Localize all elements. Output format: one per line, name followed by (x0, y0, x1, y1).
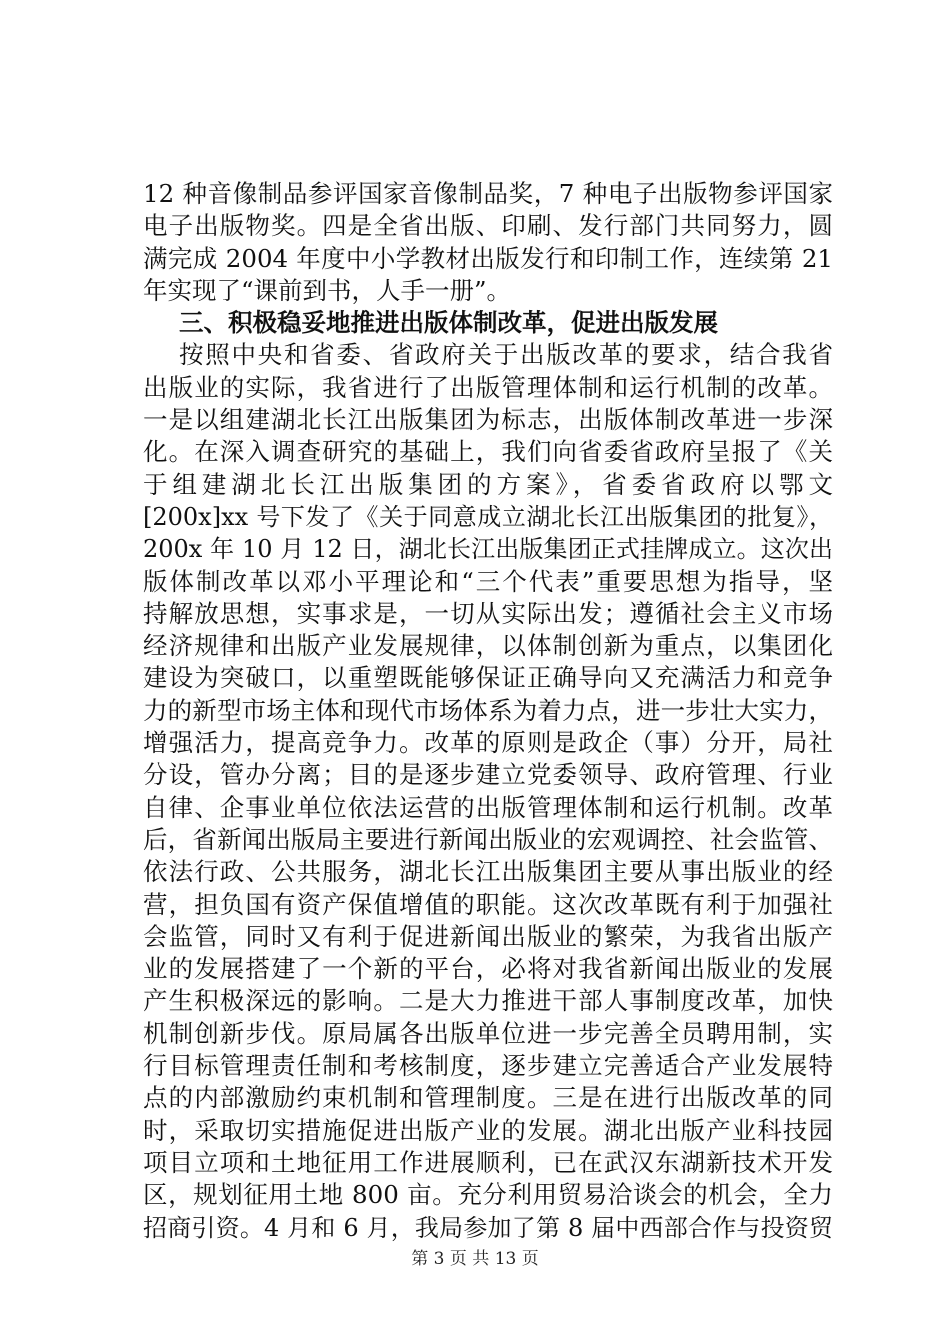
text-line: 建设为突破口，以重塑既能够保证正确导向又充满活力和竞争 (143, 663, 833, 693)
text-line: [200x]xx 号下发了《关于同意成立湖北长江出版集团的批复》， (143, 502, 833, 531)
text-line: 化。在深入调查研究的基础上，我们向省委省政府呈报了《关 (143, 437, 833, 467)
text-line: 产生积极深远的影响。二是大力推进干部人事制度改革，加快 (143, 986, 833, 1016)
text-line: 行目标管理责任制和考核制度，逐步建立完善适合产业发展特 (143, 1051, 833, 1081)
text-line: 12 种音像制品参评国家音像制品奖，7 种电子出版物参评国家 (143, 179, 833, 208)
body-text (143, 178, 833, 1244)
text-line: 满完成 2004 年度中小学教材出版发行和印制工作，连续第 21 (143, 243, 833, 273)
text-line: 点的内部激励约束机制和管理制度。三是在进行出版改革的同 (143, 1083, 833, 1113)
section-heading: 三、积极稳妥地推进出版体制改革，促进出版发展 (179, 308, 718, 338)
text-line: 电子出版物奖。四是全省出版、印刷、发行部门共同努力，圆 (143, 211, 833, 241)
page-number-footer: 第 3 页 共 13 页 (411, 1249, 539, 1269)
text-line: 持解放思想，实事求是，一切从实际出发；遵循社会主义市场 (143, 598, 833, 628)
text-line: 后，省新闻出版局主要进行新闻出版业的宏观调控、社会监管、 (143, 824, 833, 854)
text-line: 200x 年 10 月 12 日，湖北长江出版集团正式挂牌成立。这次出 (143, 535, 833, 564)
text-line: 营，担负国有资产保值增值的职能。这次改革既有利于加强社 (143, 889, 833, 919)
text-line: 时，采取切实措施促进出版产业的发展。湖北出版产业科技园 (143, 1115, 833, 1145)
text-line: 增强活力，提高竞争力。改革的原则是政企（事）分开，局社 (143, 728, 833, 758)
text-line: 经济规律和出版产业发展规律，以体制创新为重点，以集团化 (143, 631, 833, 661)
text-line: 版体制改革以邓小平理论和“三个代表”重要思想为指导，坚 (143, 566, 833, 596)
text-line: 依法行政、公共服务，湖北长江出版集团主要从事出版业的经 (143, 857, 833, 887)
text-line: 年实现了“课前到书，人手一册”。 (143, 275, 512, 305)
text-line: 自律、企事业单位依法运营的出版管理体制和运行机制。改革 (143, 792, 833, 822)
text-line: 招商引资。4 月和 6 月，我局参加了第 8 届中西部合作与投资贸 (143, 1213, 833, 1242)
text-line: 区，规划征用土地 800 亩。充分利用贸易洽谈会的机会，全力 (143, 1180, 833, 1210)
text-line: 出版业的实际，我省进行了出版管理体制和运行机制的改革。 (143, 372, 833, 402)
text-line: 力的新型市场主体和现代市场体系为着力点，进一步壮大实力， (143, 695, 833, 725)
text-line: 业的发展搭建了一个新的平台，必将对我省新闻出版业的发展 (143, 954, 833, 984)
text-line: 会监管，同时又有利于促进新闻出版业的繁荣，为我省出版产 (143, 921, 833, 951)
text-line: 于组建湖北长江出版集团的方案》，省委省政府以鄂文 (143, 469, 833, 499)
text-line: 机制创新步伐。原局属各出版单位进一步完善全员聘用制，实 (143, 1018, 833, 1048)
text-line: 分设，管办分离；目的是逐步建立党委领导、政府管理、行业 (143, 760, 833, 790)
text-line: 项目立项和土地征用工作进展顺利，已在武汉东湖新技术开发 (143, 1147, 833, 1177)
paragraph-first-line: 按照中央和省委、省政府关于出版改革的要求，结合我省 (179, 340, 833, 370)
text-line: 一是以组建湖北长江出版集团为标志，出版体制改革进一步深 (143, 405, 833, 435)
